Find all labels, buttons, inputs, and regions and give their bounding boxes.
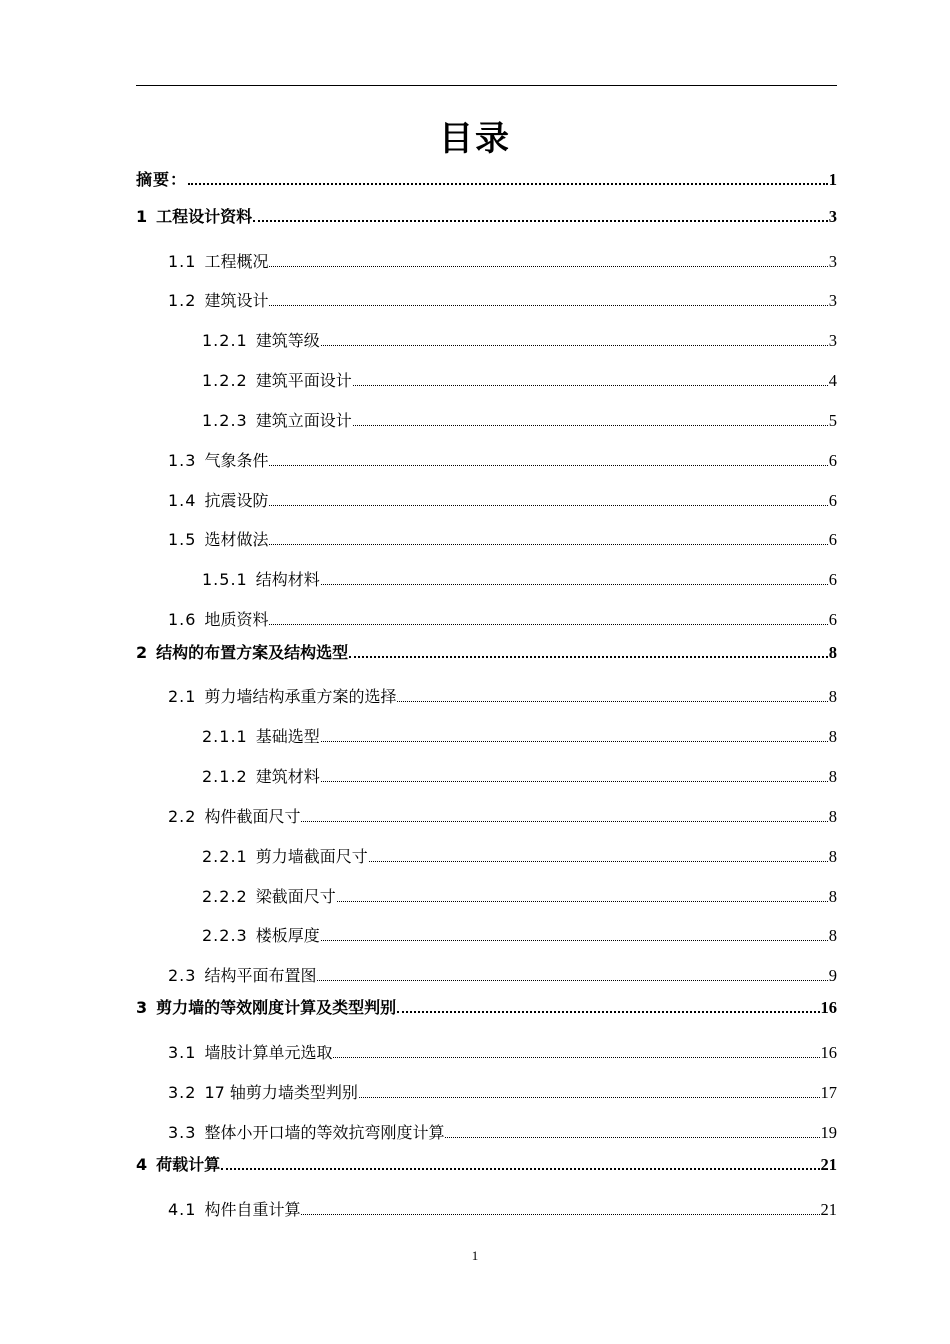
toc-entry-label: 构件自重计算 [204, 1200, 301, 1219]
toc-leader-dots [321, 345, 828, 346]
toc-entry-label: 抗震设防 [204, 491, 269, 510]
toc-entry[interactable] [168, 490, 837, 512]
toc-entry-page: 8 [828, 767, 837, 786]
toc-leader-dots [321, 781, 828, 782]
toc-entry[interactable] [202, 846, 837, 868]
toc-entry[interactable] [136, 997, 837, 1019]
toc-entry[interactable] [136, 206, 837, 228]
toc-leader-dots [353, 385, 828, 386]
toc-leader-dots [269, 305, 827, 306]
toc-entry-label: 气象条件 [204, 451, 269, 470]
toc-entry-number: 1.3 [168, 451, 197, 470]
toc-leader-dots [397, 701, 827, 702]
toc-entry-number: 1.5 [168, 530, 197, 549]
toc-entry-number: 1.6 [168, 610, 197, 629]
toc-entry-label: 建筑平面设计 [255, 371, 352, 390]
toc-entry-number: 2.1.2 [202, 767, 248, 786]
toc-leader-dots [269, 266, 827, 267]
toc-entry-number: 3.2 [168, 1083, 197, 1102]
toc-entry-number: 3.3 [168, 1123, 197, 1142]
toc-leader-dots [369, 861, 828, 862]
toc-entry-number: 1 [136, 207, 149, 226]
toc-leader-dots [321, 940, 828, 941]
toc-entry-page: 16 [820, 998, 837, 1017]
toc-entry[interactable] [202, 925, 837, 947]
toc-entry-page: 8 [828, 926, 837, 945]
toc-entry-page: 19 [820, 1123, 837, 1142]
toc-entry-label: 建筑等级 [255, 331, 320, 350]
toc-entry-number: 2.2 [168, 807, 197, 826]
toc-entry[interactable] [168, 1042, 837, 1064]
toc-leader-dots [359, 1097, 820, 1098]
toc-entry-page: 4 [828, 371, 837, 390]
toc-leader-dots [317, 980, 827, 981]
toc-entry-page: 6 [828, 491, 837, 510]
toc-entry-label: 梁截面尺寸 [255, 887, 336, 906]
toc-entry-number: 2.1 [168, 687, 197, 706]
toc-entry[interactable] [202, 766, 837, 788]
toc-entry[interactable] [168, 251, 837, 273]
toc-entry-page: 6 [828, 530, 837, 549]
toc-entry-label: 墙肢计算单元选取 [204, 1043, 333, 1062]
toc-entry-label: 建筑材料 [255, 767, 320, 786]
toc-entry-number: 1.5.1 [202, 570, 248, 589]
toc-entry[interactable] [136, 169, 837, 191]
toc-entry-page: 3 [828, 331, 837, 350]
toc-entry-page: 3 [828, 291, 837, 310]
toc-entry-page: 1 [828, 170, 837, 189]
toc-entry[interactable] [202, 370, 837, 392]
toc-entry-number: 2.2.1 [202, 847, 248, 866]
toc-entry-number: 4 [136, 1155, 149, 1174]
header-rule [136, 85, 837, 86]
toc-entry[interactable] [168, 965, 837, 987]
toc-entry-number: 1.2 [168, 291, 197, 310]
toc-entry-label: 楼板厚度 [255, 926, 320, 945]
toc-entry-label: 结构的布置方案及结构选型 [156, 643, 349, 662]
toc-entry-label: 构件截面尺寸 [204, 807, 301, 826]
toc-entry-number: 1.1 [168, 252, 197, 271]
page-number: 1 [471, 1248, 479, 1263]
toc-leader-dots [353, 425, 828, 426]
toc-entry[interactable] [168, 290, 837, 312]
toc-entry-page: 8 [828, 807, 837, 826]
toc-entry-label: 结构平面布置图 [204, 966, 317, 985]
toc-entry[interactable] [168, 686, 837, 708]
toc-entry-label: 工程设计资料 [156, 207, 253, 226]
toc-entry[interactable] [168, 1122, 837, 1144]
toc-entry-page: 3 [828, 207, 837, 226]
toc-leader-dots [301, 821, 827, 822]
toc-entry-page: 8 [828, 887, 837, 906]
toc-leader-dots [269, 465, 827, 466]
toc-entry-page: 17 [820, 1083, 837, 1102]
toc-leader-dots [269, 544, 827, 545]
toc-entry[interactable] [202, 330, 837, 352]
toc-entry-page: 21 [820, 1155, 837, 1174]
toc-entry[interactable] [202, 569, 837, 591]
toc-entry[interactable] [168, 609, 837, 631]
toc-entry-number: 2.1.1 [202, 727, 248, 746]
toc-leader-dots [349, 656, 828, 658]
toc-leader-dots [188, 183, 828, 185]
toc-entry-number: 4.1 [168, 1200, 197, 1219]
toc-leader-dots [397, 1011, 819, 1013]
toc-entry[interactable] [168, 1082, 837, 1104]
toc-entry-label: 整体小开口墙的等效抗弯刚度计算 [204, 1123, 445, 1142]
toc-entry-number: 2 [136, 643, 149, 662]
toc-entry-number: 3.1 [168, 1043, 197, 1062]
toc-leader-dots [221, 1168, 819, 1170]
toc-leader-dots [269, 505, 827, 506]
page-title: 目录 [439, 119, 511, 159]
toc-entry[interactable] [136, 642, 837, 664]
toc-entry[interactable] [202, 886, 837, 908]
toc-entry[interactable] [168, 529, 837, 551]
toc-entry-page: 5 [828, 411, 837, 430]
toc-leader-dots [253, 220, 828, 222]
toc-entry-label: 剪力墙结构承重方案的选择 [204, 687, 397, 706]
toc-leader-dots [321, 584, 828, 585]
toc-entry[interactable] [168, 450, 837, 472]
toc-entry[interactable] [168, 806, 837, 828]
toc-entry-label: 17 轴剪力墙类型判别 [204, 1083, 358, 1102]
toc-leader-dots [269, 624, 827, 625]
toc-entry-number: 1.2.2 [202, 371, 248, 390]
toc-leader-dots [321, 741, 828, 742]
toc-entry-number: 2.2.2 [202, 887, 248, 906]
toc-leader-dots [445, 1137, 819, 1138]
toc-entry-number: 2.2.3 [202, 926, 248, 945]
toc-entry-label: 选材做法 [204, 530, 269, 549]
toc-entry-number: 3 [136, 998, 149, 1017]
toc-entry-page: 8 [828, 847, 837, 866]
toc-leader-dots [337, 901, 828, 902]
toc-entry-page: 8 [828, 643, 837, 662]
toc-entry-label: 剪力墙的等效刚度计算及类型判别 [156, 998, 397, 1017]
toc-entry-number: 1.2.3 [202, 411, 248, 430]
toc-entry-page: 6 [828, 570, 837, 589]
toc-entry-number: 2.3 [168, 966, 197, 985]
toc-entry-page: 6 [828, 610, 837, 629]
toc-entry-label: 地质资料 [204, 610, 269, 629]
toc-entry-number: 1.2.1 [202, 331, 248, 350]
toc-entry-page: 3 [828, 252, 837, 271]
toc-entry-page: 8 [828, 727, 837, 746]
toc-leader-dots [301, 1214, 819, 1215]
toc-entry[interactable] [202, 726, 837, 748]
toc-entry-label: 荷载计算 [156, 1155, 221, 1174]
toc-entry[interactable] [202, 410, 837, 432]
toc-entry-number: 1.4 [168, 491, 197, 510]
toc-entry-page: 16 [820, 1043, 837, 1062]
toc-entry-label: 基础选型 [255, 727, 320, 746]
toc-leader-dots [333, 1057, 819, 1058]
toc-entry-label: 建筑设计 [204, 291, 269, 310]
toc-entry-page: 6 [828, 451, 837, 470]
toc-entry-page: 21 [820, 1200, 837, 1219]
toc-entry[interactable] [136, 1154, 837, 1176]
toc-entry-label: 建筑立面设计 [255, 411, 352, 430]
toc-entry-label: 工程概况 [204, 252, 269, 271]
toc-entry-number: 摘要： [136, 170, 188, 189]
toc-entry-label: 剪力墙截面尺寸 [255, 847, 368, 866]
toc-entry-page: 9 [828, 966, 837, 985]
toc-entry[interactable] [168, 1199, 837, 1221]
toc-entry-label: 结构材料 [255, 570, 320, 589]
toc-entry-page: 8 [828, 687, 837, 706]
